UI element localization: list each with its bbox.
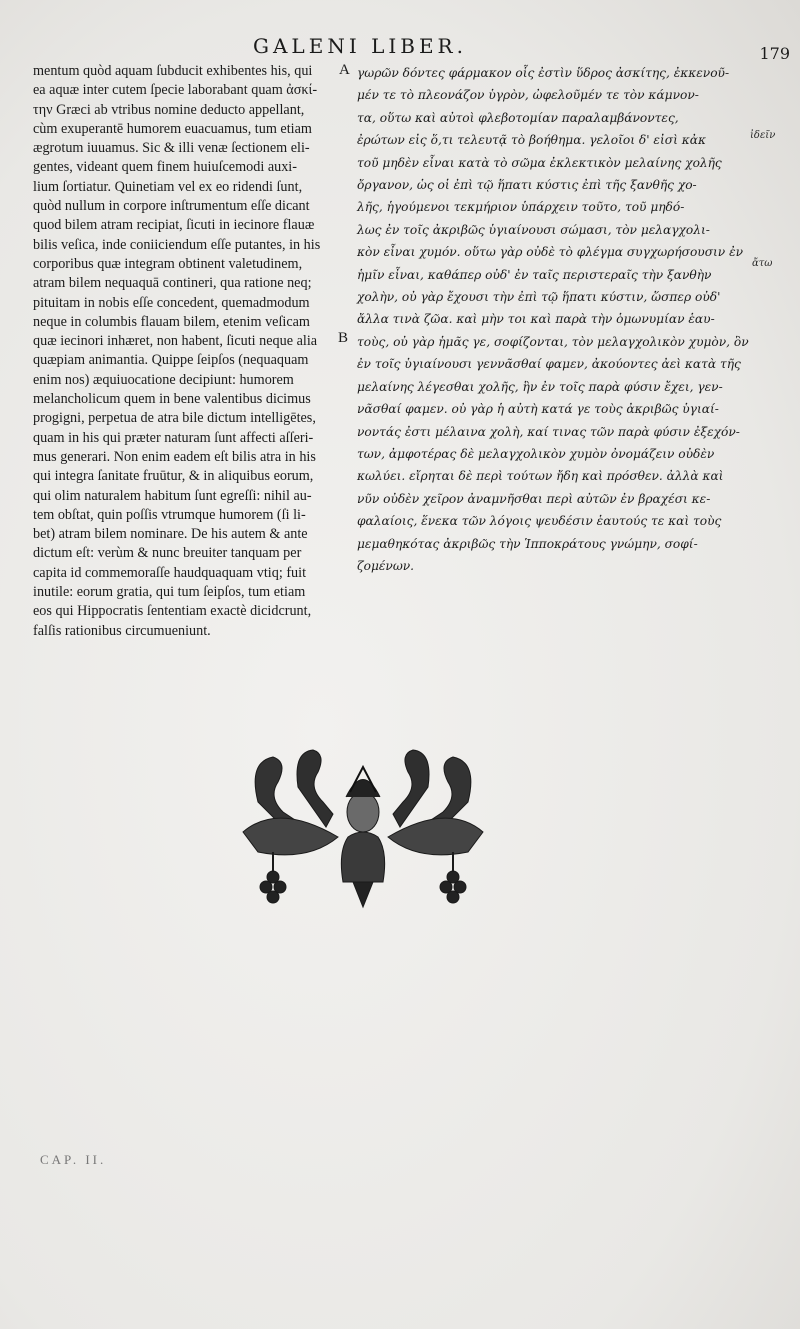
latin-text-line: lium ſortiatur. Quinetiam vel ex eo ridendi ſunt, <box>33 178 303 195</box>
greek-text-line: μέν τε τὸ πλεονάζον ὑγρὸν, ὠφελοῦμέν τε τὸν κάμνον- <box>357 88 699 103</box>
greek-text-line: ζομένων. <box>357 558 415 573</box>
latin-text-line: bet) atram bilem nominare. De his autem & ante <box>33 526 308 543</box>
margin-note-2: ἄτω <box>752 258 773 269</box>
greek-text-line: ἡμῖν εἶναι, καθάπερ οὐδ' ἐν ταῖς περιστεραῖς τὴν ξανθὴν <box>357 267 712 282</box>
greek-text-line: ὄργανον, ὡς οἱ ἐπὶ τῷ ἥπατι κύστις ἐπὶ τῆς ξανθῆς χο- <box>357 178 697 193</box>
running-head: GALENI LIBER. <box>253 34 467 58</box>
latin-text-line: quam in his qui præter naturam ſunt affecti aſſeri- <box>33 429 314 446</box>
latin-text-line: progigni, perpetua de atra bile dictum intelligētes, <box>33 410 316 427</box>
latin-text-line: corporibus quæ integram obtinent valetudinem, <box>33 255 303 272</box>
latin-text-line: enim nos) æquiuocatione decipiunt: humorem <box>33 371 294 388</box>
greek-text-line: ἐν τοῖς ὑγιαίνουσι γεννᾶσθαί φαμεν, ἀκούοντες ἀεὶ κατὰ τῆς <box>357 357 741 372</box>
latin-text-line: bilis veſica, inde coniiciendum eſſe putantes, in his <box>33 236 321 253</box>
greek-text-line: τοὺς, οὐ γὰρ ἡμᾶς γε, σοφίζονται, τὸν μελαγχολικὸν χυμὸν, ὃν <box>357 334 749 349</box>
page-number: 179 <box>759 44 790 63</box>
greek-text-line: λῆς, ἡγούμενοι τεκμήριον ὑπάρχειν τοῦτο, τοῦ μηδό- <box>357 200 685 215</box>
latin-text-line: qui olim naturalem habitum ſunt egreſſi: nihil au- <box>33 487 312 504</box>
latin-text-line: quòd nullum in corpore inſtrumentum eſſe dicant <box>33 198 310 215</box>
section-marker-b: B <box>338 330 349 346</box>
greek-text-line: ἐρώτων εἰς ὅ,τι τελευτᾷ τὸ βοήθημα. γελοῖοι δ' εἰσὶ κἀκ <box>357 133 706 148</box>
greek-text-line: νᾶσθαί φαμεν. οὐ γὰρ ἡ αὐτὴ κατά γε τοὺς ἀκριβῶς ὑγιαί- <box>357 402 719 417</box>
greek-text-line: γωρῶν δόντες φάρμακον οἷς ἐστὶν ὕδρος ἀσκίτης, ἐκκενοῦ- <box>357 66 730 80</box>
greek-text-line: μεμαθηκότας ἀκριβῶς τὴν Ἱπποκράτους γνώμην, σοφί- <box>357 536 698 551</box>
latin-text-line: quæpiam animantia. Quippe ſeipſos (nequaquam <box>33 352 309 369</box>
latin-text-line: atram bilem nequaquā contineri, qua ratione neq; <box>33 275 312 292</box>
latin-text-line: eos qui Hippocratis ſententiam exactè dicidcrunt, <box>33 603 312 620</box>
margin-note-1: ἰδεῖν <box>750 130 776 141</box>
latin-text-line: την Græci ab vtribus nomine deducto appellant, <box>33 101 305 118</box>
greek-text-line: χολὴν, οὐ γὰρ ἔχουσι τὴν ἐπὶ τῷ ἥπατι κύστιν, ὥσπερ οὐδ' <box>357 290 721 305</box>
latin-text-line: melancholicum quem in bene valentibus dicimus <box>33 391 311 408</box>
greek-text-line: μελαίνης λέγεσθαι χολῆς, ἣν ἐν τοῖς παρὰ φύσιν ἔχει, γεν- <box>357 379 723 394</box>
greek-text-line: κωλύει. εἴρηται δὲ περὶ τούτων ἤδη καὶ πρόσθεν. ἀλλὰ καὶ <box>357 469 724 484</box>
greek-text-line: τα, οὕτω καὶ αὐτοὶ φλεβοτομίαν παραλαμβάνοντες, <box>357 110 679 125</box>
greek-text-line: ἄλλα τινὰ ζῶα. καὶ μὴν τοι καὶ παρὰ τὴν ὁμωνυμίαν ἑαυ- <box>357 312 715 327</box>
latin-column <box>33 62 341 641</box>
latin-text-line: qui integra ſanitate fruūtur, & in aliquibus eorum, <box>33 468 314 485</box>
latin-text-line: mus generari. Non enim eadem eſt bilis atra in his <box>33 448 316 465</box>
greek-text-line: κὸν εἶναι χυμόν. οὕτω γὰρ οὐδὲ τὸ φλέγμα συγχωρήσουσιν ἐν <box>357 245 744 260</box>
greek-column <box>357 62 749 577</box>
greek-text-line: φαλαίοις, ἕνεκα τῶν λόγοις ψευδέσιν ἑαυτούς τε καὶ τοὺς <box>357 514 722 529</box>
show-through-text <box>340 520 770 1160</box>
latin-text-line: ægrotum iuuamus. Sic & illi venæ ſectionem eli- <box>33 140 310 157</box>
latin-text-line: cùm exuperantē humorem euacuamus, tum etiam <box>33 120 312 137</box>
greek-text-line: τοῦ μηδὲν εἶναι κατὰ τὸ σῶμα ἐκλεκτικὸν μελαίνης χολῆς <box>357 155 722 170</box>
greek-text-line: νοντάς ἐστι μέλαινα χολὴ, καί τινας τῶν παρὰ φύσιν ἐξεχόν- <box>357 424 740 439</box>
greek-text-line: των, ἀμφοτέρας δὲ μελαγχολικὸν χυμὸν ὀνομάζειν οὐδὲν <box>357 446 715 461</box>
latin-text-line: quod bilem atram recipiat, ſicuti in iecinore flauæ <box>33 217 315 234</box>
latin-text-line: dictum eſt: verùm & nunc breuiter tanquam per <box>33 545 302 562</box>
greek-text-line: νῦν οὐδὲν χεῖρον ἀναμνῆσθαι περὶ αὐτῶν ἐν βραχέσι κε- <box>357 491 711 506</box>
latin-text-line: gentes, videant quem finem huiuſcemodi auxi- <box>33 159 297 176</box>
latin-text-line: capita id commemoraſſe haudquaquam vtiq; fuit <box>33 564 307 581</box>
latin-text-line: quæ iecinori inhæret, non habent, ſicuti neque alia <box>33 333 318 350</box>
greek-text-line: λως ἐν τοῖς ἀκριβῶς ὑγιαίνουσι σώμασι, τὸν μελαγχολι- <box>357 222 710 237</box>
latin-text-line: falſis rationibus circumueniunt. <box>33 622 211 639</box>
catchword: CAP. II. <box>40 1152 107 1167</box>
latin-text-line: neque in columbis flauam bilem, etenim veſicam <box>33 313 310 330</box>
latin-text-line: pituitam in nobis eſſe concedent, quemadmodum <box>33 294 310 311</box>
latin-text-line: tem obſtat, quin poſſis vtrumque humorem (ſi li- <box>33 506 306 523</box>
latin-text-line: ea aquæ inter cutem ſpecie laborabant quam ἀσκί- <box>33 82 318 99</box>
section-marker-a: A <box>339 62 350 78</box>
latin-text-line: inutile: eorum gratia, qui tum ſeipſos, tum etiam <box>33 584 306 601</box>
latin-text-line: mentum quòd aquam ſubducit exhibentes his, qui <box>33 63 313 79</box>
